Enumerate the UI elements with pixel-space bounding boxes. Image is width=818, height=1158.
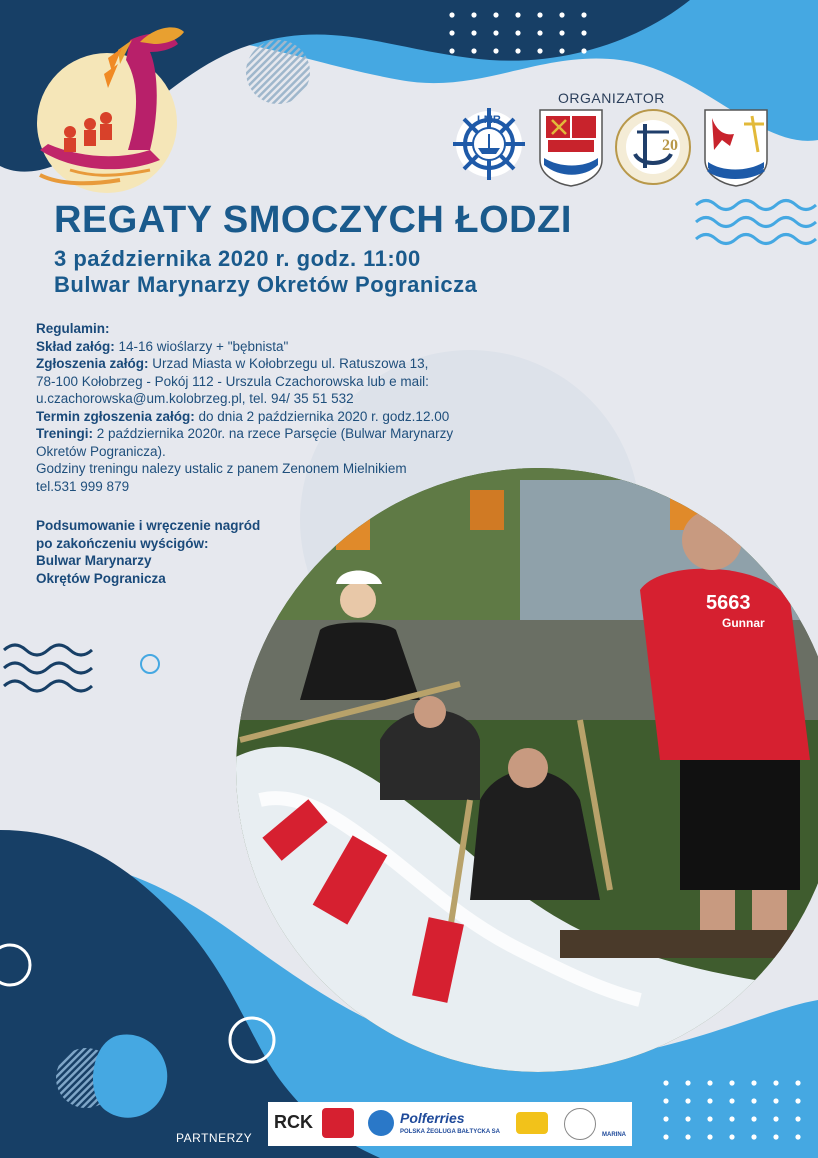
partner-logo-psb: POLSKA ŻEGLUGA BAŁTYCKA SA bbox=[400, 1129, 500, 1135]
organizer-logo-coat-of-arms-kolobrzeg bbox=[540, 110, 602, 186]
partner-logo-round bbox=[564, 1108, 596, 1140]
partner-logo-rescue-icon bbox=[368, 1110, 394, 1136]
svg-text:20: 20 bbox=[662, 137, 678, 154]
partner-logo-polferries: Polferries bbox=[400, 1110, 465, 1126]
partners-label: PARTNERZY bbox=[176, 1131, 253, 1145]
organizer-logo-port-authority bbox=[616, 110, 690, 184]
rules-training: Treningi: 2 października 2020r. na rzece Parsęcie (Bulwar Marynarzy bbox=[36, 426, 454, 441]
rules-deadline: Termin zgłoszenia załóg: do dnia 2 października 2020 r. godz.12.00 bbox=[36, 408, 450, 424]
waves-right bbox=[696, 201, 816, 244]
awards-line-2: po zakończeniu wyścigów: bbox=[36, 535, 209, 551]
rules-training-place: Okretów Pogranicza). bbox=[36, 443, 166, 459]
small-ring-left bbox=[141, 655, 159, 673]
waves-left bbox=[4, 645, 92, 691]
lmr-logo-label: LMR bbox=[477, 114, 501, 126]
awards-line-3: Bulwar Marynarzy bbox=[36, 553, 152, 568]
rules-block bbox=[36, 320, 506, 495]
organizer-label: ORGANIZATOR bbox=[558, 90, 665, 106]
rules-applications-address: 78-100 Kołobrzeg - Pokój 112 - Urszula Czachorowska lub e mail: bbox=[36, 373, 429, 389]
event-title: REGATY SMOCZYCH ŁODZI bbox=[54, 199, 572, 241]
rules-training-hours: Godziny treningu nalezy ustalic z panem Zenonem Mielnikiem bbox=[36, 461, 407, 476]
partner-logo-colorful bbox=[516, 1112, 548, 1134]
hatched-circle-top bbox=[246, 40, 310, 104]
awards-line-4: Okrętów Pogranicza bbox=[36, 570, 166, 586]
rules-crew: Skład załóg: 14-16 wioślarzy + "bębnista" bbox=[36, 338, 289, 354]
partners-logo-bar bbox=[268, 1102, 632, 1146]
awards-block bbox=[36, 517, 260, 587]
event-place: Bulwar Marynarzy Okretów Pogranicza bbox=[54, 272, 478, 297]
rules-training-phone: tel.531 999 879 bbox=[36, 478, 130, 494]
partner-logo-rck: RCK bbox=[274, 1112, 313, 1132]
partner-logo-red-icon bbox=[322, 1108, 354, 1138]
shirt-number: 5663 bbox=[706, 592, 751, 614]
event-date: 3 października 2020 r. godz. 11:00 bbox=[54, 246, 421, 271]
rules-heading: Regulamin: bbox=[36, 321, 110, 336]
organizer-logo-coat-of-arms-county bbox=[705, 110, 767, 186]
shirt-name: Gunnar bbox=[722, 616, 765, 630]
rules-applications-contact: u.czachorowska@um.kolobrzeg.pl, tel. 94/ 35 51 532 bbox=[36, 391, 354, 406]
rules-applications: Zgłoszenia załóg: Urzad Miasta w Kołobrzegu ul. Ratuszowa 13, bbox=[36, 356, 429, 371]
partner-logo-marina: MARINA bbox=[602, 1132, 626, 1138]
awards-line-1: Podsumowanie i wręczenie nagród bbox=[36, 518, 261, 533]
